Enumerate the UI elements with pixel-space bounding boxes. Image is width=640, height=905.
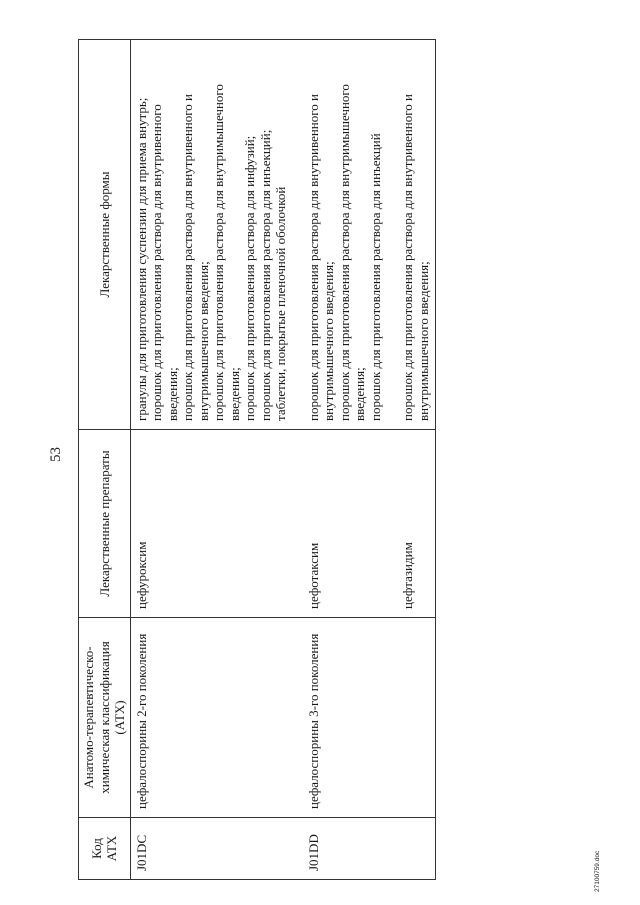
table-body xyxy=(130,40,436,880)
cell-forms xyxy=(130,40,293,430)
header-drugs: Лекарственные препараты xyxy=(79,430,131,618)
dosage-form-item: порошок для приготовления раствора для инъекций; xyxy=(257,129,273,421)
dosage-form-item: порошок для приготовления раствора для внутримышечного введения; xyxy=(211,84,242,421)
row-spacer xyxy=(293,40,303,880)
dosage-form-item: порошок для приготовления раствора для внутривенного и внутримышечного введения; xyxy=(305,94,336,421)
cell-forms xyxy=(397,40,436,430)
cell-atx-class xyxy=(397,618,436,818)
dosage-form-item: порошок для приготовления раствора для инъекций xyxy=(367,133,383,421)
cell-code: J01DD xyxy=(303,818,388,880)
cell-atx-class: цефалоспорины 2-го поколения xyxy=(130,618,293,818)
cell-drug: цефотаксим xyxy=(303,430,388,618)
document-page xyxy=(12,12,612,892)
dosage-form-item: порошок для приготовления раствора для внутримышечного введения; xyxy=(336,84,367,421)
cell-code xyxy=(397,818,436,880)
table-header xyxy=(79,40,131,880)
row-spacer xyxy=(387,40,397,880)
cell-drug: цефтазидим xyxy=(397,430,436,618)
page-number: 53 xyxy=(48,447,64,462)
cell-forms xyxy=(303,40,388,430)
document-reference: 27100759.doc xyxy=(594,850,601,892)
table-row xyxy=(397,40,436,880)
header-code: Код АТХ xyxy=(79,818,131,880)
dosage-form-item: порошок для приготовления раствора для внутривенного и внутримышечного введения; xyxy=(400,94,431,421)
atx-table xyxy=(78,39,436,880)
dosage-form-item: порошок для приготовления раствора для инфузий; xyxy=(242,135,257,421)
dosage-form-item: порошок для приготовления раствора для внутривенного введения; xyxy=(149,104,180,421)
header-row xyxy=(79,40,131,880)
cell-code: J01DC xyxy=(130,818,293,880)
header-atx-class: Анатомо-терапевтическо-химическая классификация (АТХ) xyxy=(79,618,131,818)
header-forms: Лекарственные формы xyxy=(79,40,131,430)
table-row xyxy=(130,40,293,880)
dosage-form-item: порошок для приготовления раствора для внутривенного и внутримышечного введения; xyxy=(180,94,211,421)
cell-drug: цефуроксим xyxy=(130,430,293,618)
cell-atx-class: цефалоспорины 3-го поколения xyxy=(303,618,388,818)
table-row xyxy=(303,40,388,880)
dosage-form-item: таблетки, покрытые пленочной оболочкой xyxy=(273,186,288,421)
dosage-form-item: гранулы для приготовления суспензии для приема внутрь; xyxy=(133,97,149,421)
